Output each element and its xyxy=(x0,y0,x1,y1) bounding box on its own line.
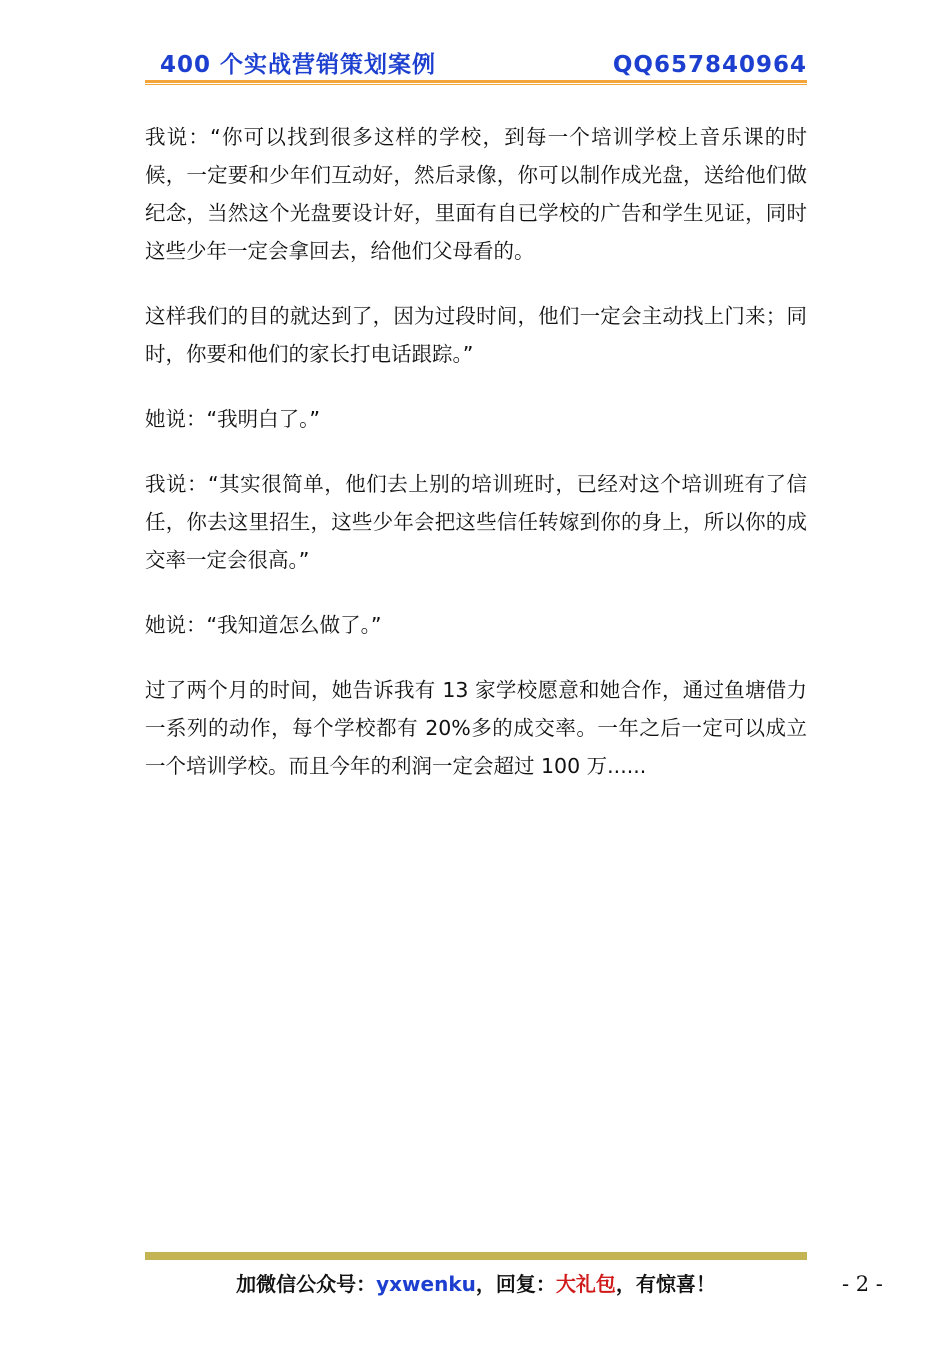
header-qq-number: QQ657840964 xyxy=(612,52,807,78)
header-rule-thin xyxy=(145,84,807,85)
header-rule-thick xyxy=(145,80,807,83)
header-title: 400 个实战营销策划案例 xyxy=(160,52,437,78)
document-body xyxy=(145,118,807,812)
footer-account-id: yxwenku xyxy=(376,1272,476,1296)
paragraph-3: 她说：“我明白了。” xyxy=(145,407,320,431)
footer-promo-text xyxy=(145,1266,807,1302)
paragraph-4: 我说：“其实很简单，他们去上别的培训班时，已经对这个培训班有了信任，你去这里招生，这些少年会把这些信任转嫁到你的身上，所以你的成交率一定会很高。” xyxy=(145,472,807,572)
footer-divider-bar xyxy=(145,1252,807,1260)
page-number: - 2 - xyxy=(842,1272,883,1296)
page-header xyxy=(145,48,807,82)
paragraph-2: 这样我们的目的就达到了，因为过段时间，他们一定会主动找上门来；同时，你要和他们的家长打电话跟踪。” xyxy=(145,304,807,366)
footer-prefix: 加微信公众号： xyxy=(236,1272,377,1296)
paragraph-6: 过了两个月的时间，她告诉我有 13 家学校愿意和她合作，通过鱼塘借力一系列的动作，每个学校都有 20%多的成交率。一年之后一定可以成立一个培训学校。而且今年的利润一定会超过 100 万...... xyxy=(145,678,807,778)
footer-suffix: ，有惊喜！ xyxy=(615,1272,716,1296)
footer-gift-keyword: 大礼包 xyxy=(555,1272,616,1296)
footer-middle: ，回复： xyxy=(475,1272,556,1296)
paragraph-5: 她说：“我知道怎么做了。” xyxy=(145,613,382,637)
paragraph-1: 我说：“你可以找到很多这样的学校，到每一个培训学校上音乐课的时候，一定要和少年们互动好，然后录像，你可以制作成光盘，送给他们做纪念，当然这个光盘要设计好，里面有自已学校的广告和学生见证，同时这些少年一定会拿回去，给他们父母看的。 xyxy=(145,125,807,263)
